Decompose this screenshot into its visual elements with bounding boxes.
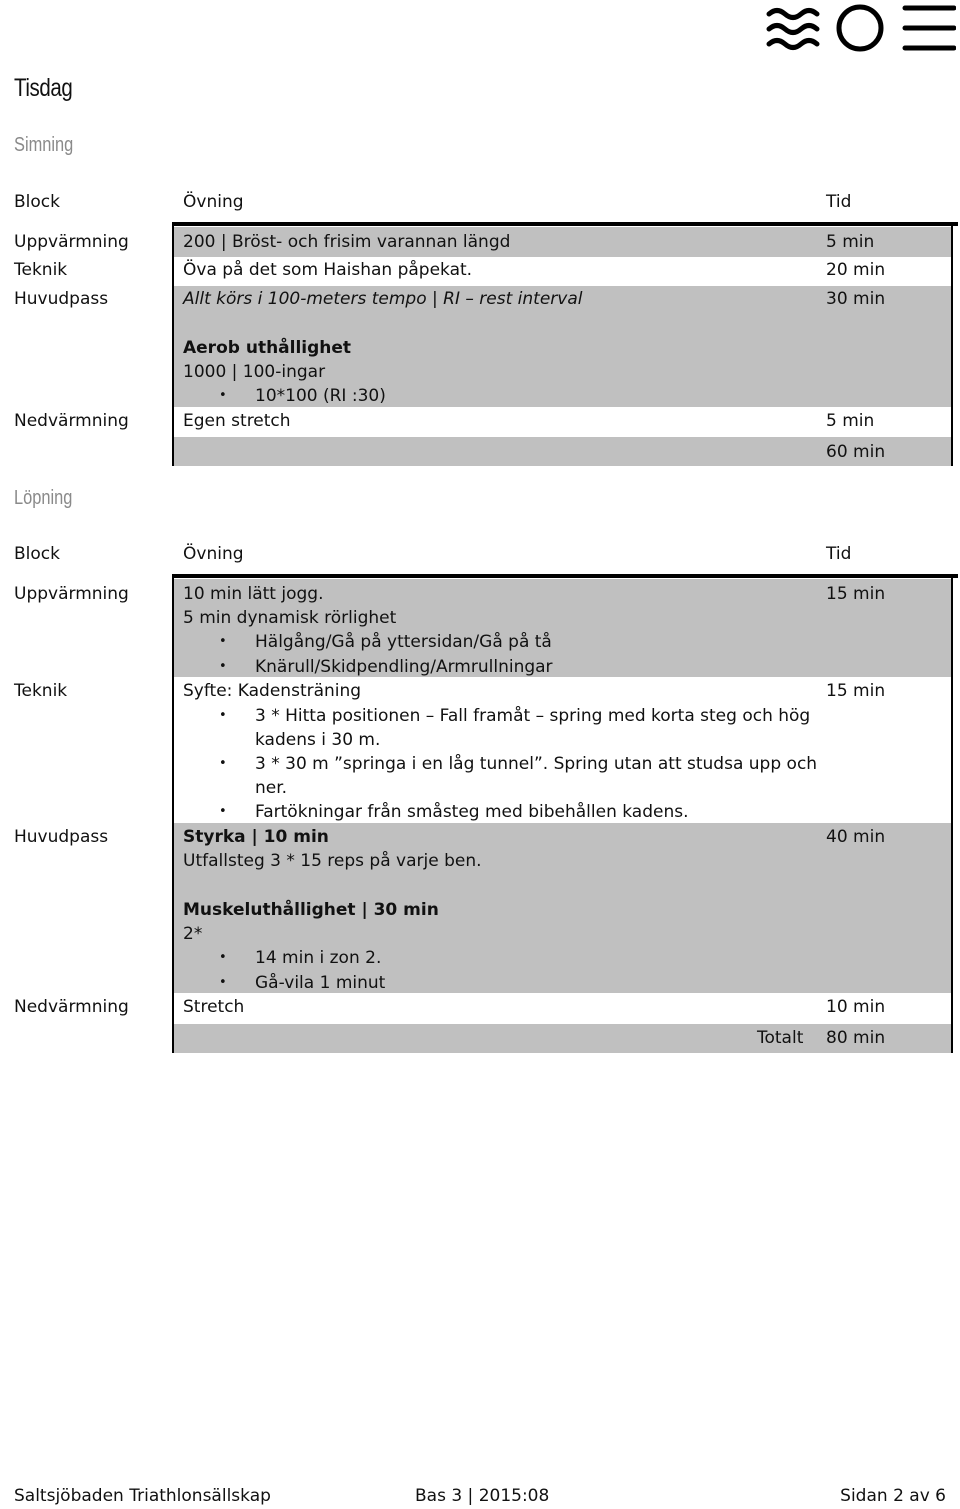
swim-row-exercise: 200 | Bröst- och frisim varannan längd bbox=[183, 232, 511, 252]
swim-row-block: Uppvärmning bbox=[14, 232, 129, 252]
run-warmup-time: 15 min bbox=[826, 584, 886, 604]
run-endurance-line: 2* bbox=[183, 924, 203, 944]
swim-header-block: Block bbox=[14, 192, 60, 212]
run-main-time: 40 min bbox=[826, 827, 886, 847]
run-technique-line: Syfte: Kadensträning bbox=[183, 681, 362, 701]
swim-row-block: Teknik bbox=[14, 260, 68, 280]
swim-header-rule bbox=[172, 222, 958, 226]
run-header-exercise: Övning bbox=[183, 544, 244, 564]
run-strength-line: Utfallsteg 3 * 15 reps på varje ben. bbox=[183, 851, 482, 871]
run-cooldown-time: 10 min bbox=[826, 997, 886, 1017]
run-total-label: Totalt bbox=[757, 1028, 804, 1048]
run-technique-bullet: • 3 * Hitta positionen – Fall framåt – spring med korta steg och hög bbox=[255, 704, 810, 728]
swim-row-block: Huvudpass bbox=[14, 289, 109, 309]
swim-header-time: Tid bbox=[826, 192, 852, 212]
footer-doc: Bas 3 | 2015:08 bbox=[415, 1486, 550, 1506]
run-main-block: Huvudpass bbox=[14, 827, 109, 847]
run-endurance-title: Muskeluthållighet | 30 min bbox=[183, 900, 439, 920]
run-technique-block: Teknik bbox=[14, 681, 68, 701]
run-header-rule bbox=[172, 574, 958, 578]
swim-row-time: 5 min bbox=[826, 411, 875, 431]
swim-row-exercise: Egen stretch bbox=[183, 411, 291, 431]
swim-row-exercise: Allt körs i 100-meters tempo | RI – rest interval bbox=[183, 289, 583, 309]
run-header-time: Tid bbox=[826, 544, 852, 564]
run-technique-bullet-cont: kadens i 30 m. bbox=[255, 730, 381, 750]
run-warmup-bullet: • Knärull/Skidpendling/Armrullningar bbox=[255, 655, 553, 679]
swim-row-time: 5 min bbox=[826, 232, 875, 252]
swim-main-subtitle: Aerob uthållighet bbox=[183, 338, 352, 358]
footer-page: Sidan 2 av 6 bbox=[840, 1486, 946, 1506]
run-strength-title: Styrka | 10 min bbox=[183, 827, 329, 847]
swim-total: 60 min bbox=[826, 442, 886, 462]
run-header-block: Block bbox=[14, 544, 60, 564]
run-total: 80 min bbox=[826, 1028, 886, 1048]
swim-table-right-border bbox=[951, 226, 953, 466]
run-warmup-line: 5 min dynamisk rörlighet bbox=[183, 608, 397, 628]
swim-row-time: 30 min bbox=[826, 289, 886, 309]
section-title-run: Löpning bbox=[14, 487, 73, 509]
run-technique-bullet: • Fartökningar från småsteg med bibehållen kadens. bbox=[255, 800, 689, 824]
footer-org: Saltsjöbaden Triathlonsällskap bbox=[14, 1486, 271, 1506]
run-warmup-bullet: • Hälgång/Gå på yttersidan/Gå på tå bbox=[255, 630, 552, 654]
run-technique-bullet-cont: ner. bbox=[255, 778, 288, 798]
section-title-swim: Simning bbox=[14, 134, 74, 156]
run-endurance-bullet: • 14 min i zon 2. bbox=[255, 946, 381, 970]
swim-row-block: Nedvärmning bbox=[14, 411, 129, 431]
page-title: Tisdag bbox=[14, 74, 73, 102]
run-warmup-block: Uppvärmning bbox=[14, 584, 129, 604]
run-warmup-line: 10 min lätt jogg. bbox=[183, 584, 324, 604]
run-technique-time: 15 min bbox=[826, 681, 886, 701]
swim-row-exercise: Öva på det som Haishan påpekat. bbox=[183, 260, 473, 280]
run-table-right-border bbox=[951, 578, 953, 1053]
swim-row-time: 20 min bbox=[826, 260, 886, 280]
run-cooldown-exercise: Stretch bbox=[183, 997, 245, 1017]
swim-main-subline: 1000 | 100-ingar bbox=[183, 362, 326, 382]
swim-main-bullet: • 10*100 (RI :30) bbox=[255, 384, 386, 408]
run-cooldown-block: Nedvärmning bbox=[14, 997, 129, 1017]
run-endurance-bullet: • Gå-vila 1 minut bbox=[255, 971, 385, 995]
swim-header-exercise: Övning bbox=[183, 192, 244, 212]
club-logo bbox=[766, 4, 956, 54]
run-technique-bullet: • 3 * 30 m ”springa i en låg tunnel”. Spring utan att studsa upp och bbox=[255, 752, 817, 776]
